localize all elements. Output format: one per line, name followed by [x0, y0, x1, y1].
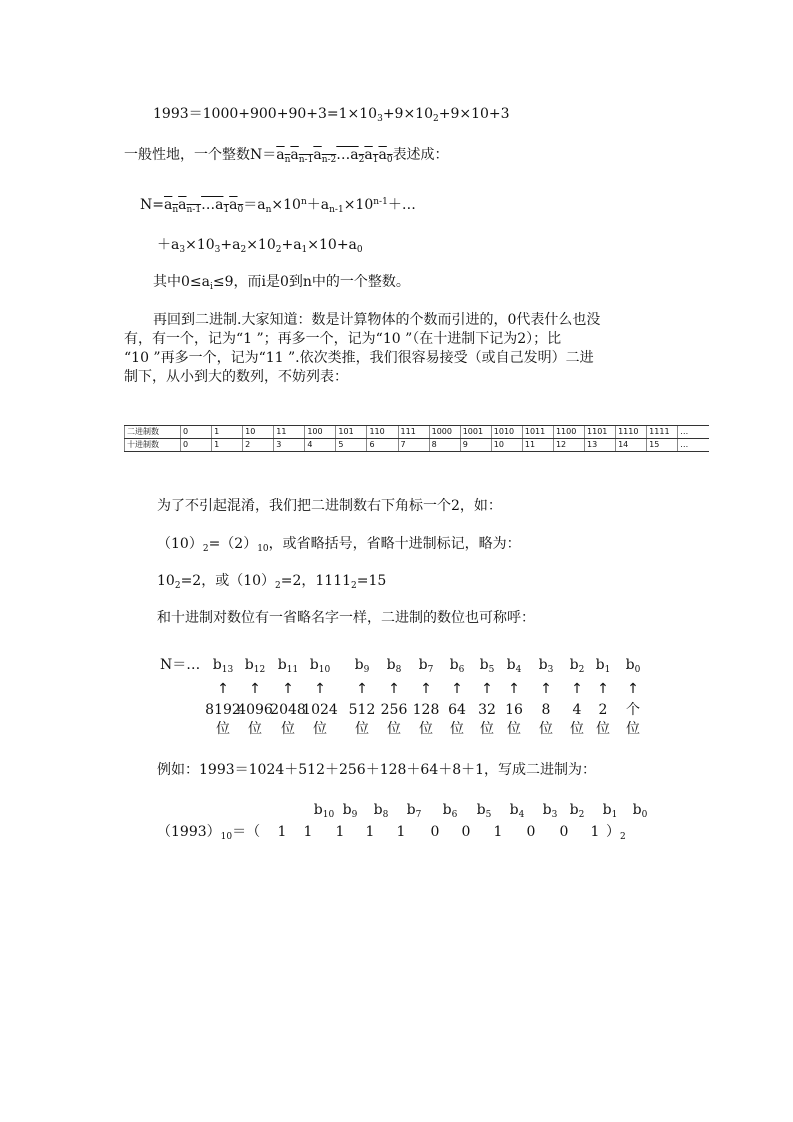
- place-value: 2: [598, 702, 608, 718]
- example-rhs: ）$_2$: [606, 824, 626, 842]
- place-digit: $b_4$: [506, 657, 522, 675]
- table-cell: 9: [460, 439, 491, 452]
- example-lhs: [157, 824, 260, 845]
- table-cell: 0: [181, 439, 212, 452]
- diagram-prefix: N＝…: [160, 657, 201, 673]
- binary-digit: 0: [461, 824, 471, 840]
- expansion-text: ＋a: [306, 197, 330, 213]
- table-cell: 11: [522, 439, 553, 452]
- table-cell: 1: [212, 439, 243, 452]
- exponent: 3: [377, 114, 383, 124]
- place-value: 8: [541, 702, 551, 718]
- example-text: =（2）: [208, 536, 258, 552]
- example-sum-line: 例如：1993＝1024＋512＋256＋128＋64＋8＋1，写成二进制为：: [157, 762, 597, 778]
- binary-digit: 1: [365, 824, 375, 840]
- binary-decimal-table: [124, 425, 709, 452]
- expansion-text: ×10: [271, 197, 301, 213]
- bit-position-label: $b_1$: [602, 802, 618, 820]
- table-cell: 13: [585, 439, 616, 452]
- place-value: 16: [505, 702, 523, 718]
- table-cell: 4: [305, 439, 336, 452]
- place-digit: $b_0$: [625, 657, 641, 675]
- exponent: 2: [433, 114, 439, 124]
- example-text: （10）: [157, 536, 203, 552]
- place-digit: $b_9$: [354, 657, 370, 675]
- bit-position-label: $b_7$: [406, 802, 422, 820]
- place-value: 32: [478, 702, 496, 718]
- place-digit: $b_3$: [538, 657, 554, 675]
- bit-position-label: $b_0$: [632, 802, 648, 820]
- range-text: 其中0≤a: [153, 274, 210, 290]
- place-unit: 位: [248, 721, 262, 737]
- place-digit: $b_2$: [569, 657, 585, 675]
- table-cell: 1110: [616, 426, 647, 439]
- place-unit: 位: [507, 721, 521, 737]
- place-value: 512: [348, 702, 376, 718]
- paragraph-line: 有，有一个，记为“1 ”；再多一个，记为“10 ”（在十进制下记为2）；比: [124, 331, 562, 347]
- expansion-text: ×10+a: [307, 237, 357, 253]
- arrow-up-icon: ↑: [540, 681, 552, 697]
- example-text: 10: [157, 573, 175, 589]
- arrow-up-icon: ↑: [282, 681, 294, 697]
- table-cell: 8: [429, 439, 460, 452]
- table-cell: 1111: [647, 426, 678, 439]
- expansion-text: +a: [220, 237, 241, 253]
- table-cell: 1010: [491, 426, 522, 439]
- place-value: 4096: [237, 702, 273, 718]
- base-subscript: 10: [257, 544, 269, 554]
- base-subscript: 2: [275, 581, 281, 591]
- bit-position-label: $b_4$: [509, 802, 525, 820]
- table-row-decimal: [125, 439, 710, 452]
- overlined-digits: $a_na_{n-1}\dots a_1a_0$: [163, 197, 244, 215]
- expansion-text: +a: [281, 237, 302, 253]
- place-digit: $b_7$: [418, 657, 434, 675]
- table-cell: 11: [274, 426, 305, 439]
- bit-position-label: $b_3$: [542, 802, 558, 820]
- bit-position-label: $b_6$: [442, 802, 458, 820]
- table-cell: 12: [553, 439, 584, 452]
- table-cell: …: [678, 439, 709, 452]
- decimal-expansion-1993: [153, 106, 510, 127]
- paragraph-line: 再回到二进制.大家知道：数是计算物体的个数而引进的，0代表什么也没: [153, 312, 601, 328]
- table-cell: …: [678, 426, 709, 439]
- expansion-text: ＝a: [243, 197, 266, 213]
- place-names-intro: 和十进制对数位有一省略名字一样，二进制的数位也可称呼：: [157, 610, 535, 626]
- expansion-text: ×10: [185, 237, 215, 253]
- table-cell: 1100: [553, 426, 584, 439]
- bit-position-label: $b_{10}$: [313, 802, 335, 820]
- base-subscript: 10: [220, 832, 233, 842]
- example-text: =2，1111: [280, 573, 352, 589]
- place-value: 4: [572, 702, 582, 718]
- place-unit: 位: [313, 721, 327, 737]
- expansion-text: 1993＝1000+900+90+3=1×10: [153, 106, 378, 122]
- bit-position-label: $b_2$: [569, 802, 585, 820]
- place-digit: $b_{11}$: [277, 657, 299, 675]
- base-subscript: 2: [202, 544, 209, 554]
- paragraph-line: “10 ”再多一个，记为“11 ”.依次类推，我们很容易接受（或自己发明）二进: [124, 350, 594, 366]
- table-cell: 1101: [585, 426, 616, 439]
- base-subscript: 2: [174, 581, 181, 591]
- place-digit: $b_{13}$: [212, 657, 234, 675]
- arrow-up-icon: ↑: [420, 681, 432, 697]
- table-cell: 111: [398, 426, 429, 439]
- place-unit: 位: [450, 721, 464, 737]
- overlined-digits: $a_na_{n-1}a_{n-2}\dots a_2a_1a_0$: [276, 147, 393, 165]
- arrow-up-icon: ↑: [314, 681, 326, 697]
- binary-digit: 1: [277, 824, 287, 840]
- example-text: ＝（: [232, 824, 261, 840]
- table-cell: 6: [367, 439, 398, 452]
- general-outro: 表述成：: [392, 147, 449, 163]
- general-intro: 一般性地，一个整数N＝: [124, 147, 277, 163]
- subscript-intro: 为了不引起混淆，我们把二进制数右下角标一个2，如：: [157, 498, 502, 514]
- expansion-text: ×10: [246, 237, 276, 253]
- subscript-example-1: [157, 536, 521, 557]
- bit-position-label: $b_5$: [476, 802, 492, 820]
- table-cell: 1: [212, 426, 243, 439]
- table-cell: 0: [181, 426, 212, 439]
- subscript-example-2: [157, 573, 386, 594]
- expansion-prefix: N=: [140, 197, 164, 213]
- place-value: 64: [448, 702, 466, 718]
- table-cell: 3: [274, 439, 305, 452]
- range-text: ≤9，而i是0到n中的一个整数。: [212, 274, 410, 290]
- table-cell: 5: [336, 439, 367, 452]
- place-unit: 位: [570, 721, 584, 737]
- example-text: ，或省略括号，省略十进制标记，略为：: [268, 536, 521, 552]
- base-subscript: 2: [351, 581, 357, 591]
- place-digit: $b_1$: [595, 657, 611, 675]
- place-value: 2048: [270, 702, 306, 718]
- place-value: 8192: [205, 702, 241, 718]
- example-text: =15: [356, 573, 387, 589]
- table-cell: 14: [616, 439, 647, 452]
- binary-digit: 1: [493, 824, 503, 840]
- place-digit: $b_{12}$: [244, 657, 266, 675]
- example-text: =2，或（10）: [180, 573, 276, 589]
- table-cell: 10: [243, 426, 274, 439]
- table-cell: 1011: [522, 426, 553, 439]
- general-expansion-line: $N=a_na_{n-1}\dots a_1a_0=a_n\times 10^n+a_{n-1}\times 10^{n-1}+\dots$: [140, 197, 416, 215]
- row-label: 二进制数: [125, 426, 181, 439]
- place-unit: 位: [216, 721, 230, 737]
- arrow-up-icon: ↑: [597, 681, 609, 697]
- table-cell: 1000: [429, 426, 460, 439]
- expansion-text: ＋a: [157, 237, 180, 253]
- place-unit: 位: [419, 721, 433, 737]
- place-value: 1024: [302, 702, 338, 718]
- place-unit: 位: [355, 721, 369, 737]
- place-digit: $b_6$: [449, 657, 465, 675]
- arrow-up-icon: ↑: [249, 681, 261, 697]
- arrow-up-icon: ↑: [627, 681, 639, 697]
- place-digit: $b_{10}$: [309, 657, 331, 675]
- paragraph-line: 制下，从小到大的数列，不妨列表：: [124, 369, 348, 385]
- table-cell: 15: [647, 439, 678, 452]
- arrow-up-icon: ↑: [356, 681, 368, 697]
- bit-position-label: $b_9$: [342, 802, 358, 820]
- arrow-up-icon: ↑: [217, 681, 229, 697]
- binary-digit: 1: [335, 824, 345, 840]
- arrow-up-icon: ↑: [388, 681, 400, 697]
- expansion-text: +9×10+3: [438, 106, 510, 122]
- arrow-up-icon: ↑: [571, 681, 583, 697]
- binary-digit: 0: [430, 824, 440, 840]
- place-digit: $b_5$: [479, 657, 495, 675]
- arrow-up-icon: ↑: [451, 681, 463, 697]
- arrow-up-icon: ↑: [481, 681, 493, 697]
- bit-position-label: $b_8$: [373, 802, 389, 820]
- table-cell: 110: [367, 426, 398, 439]
- place-unit: 位: [281, 721, 295, 737]
- arrow-up-icon: ↑: [508, 681, 520, 697]
- place-value: 256: [380, 702, 408, 718]
- expansion-text: ×10: [343, 197, 374, 213]
- general-integer-line: [124, 147, 449, 168]
- place-value: 个: [626, 702, 640, 718]
- table-row-binary: [125, 426, 710, 439]
- table-cell: 2: [243, 439, 274, 452]
- table-cell: 101: [336, 426, 367, 439]
- table-cell: 10: [491, 439, 522, 452]
- place-unit: 位: [480, 721, 494, 737]
- binary-digit: 1: [396, 824, 406, 840]
- example-text: （1993）: [157, 824, 221, 840]
- expansion-text: ＋…: [387, 197, 416, 213]
- expansion-continuation: $+a_3\times 10_3+a_2\times 10_2+a_1\times 10+a_0$: [157, 237, 363, 255]
- binary-digit: 0: [559, 824, 569, 840]
- place-unit: 位: [539, 721, 553, 737]
- place-digit: $b_8$: [386, 657, 402, 675]
- table-cell: 7: [398, 439, 429, 452]
- table-cell: 1001: [460, 426, 491, 439]
- binary-digit: 1: [590, 824, 600, 840]
- digit-range-line: 其中$0\le a_i\le 9$，而i是0到n中的一个整数。: [153, 274, 410, 292]
- binary-digit: 1: [303, 824, 313, 840]
- place-unit: 位: [596, 721, 610, 737]
- table-cell: 100: [305, 426, 336, 439]
- place-unit: 位: [387, 721, 401, 737]
- expansion-text: +9×10: [382, 106, 433, 122]
- place-value: 128: [412, 702, 440, 718]
- binary-digit: 0: [526, 824, 536, 840]
- place-unit: 位: [626, 721, 640, 737]
- row-label: 十进制数: [125, 439, 181, 452]
